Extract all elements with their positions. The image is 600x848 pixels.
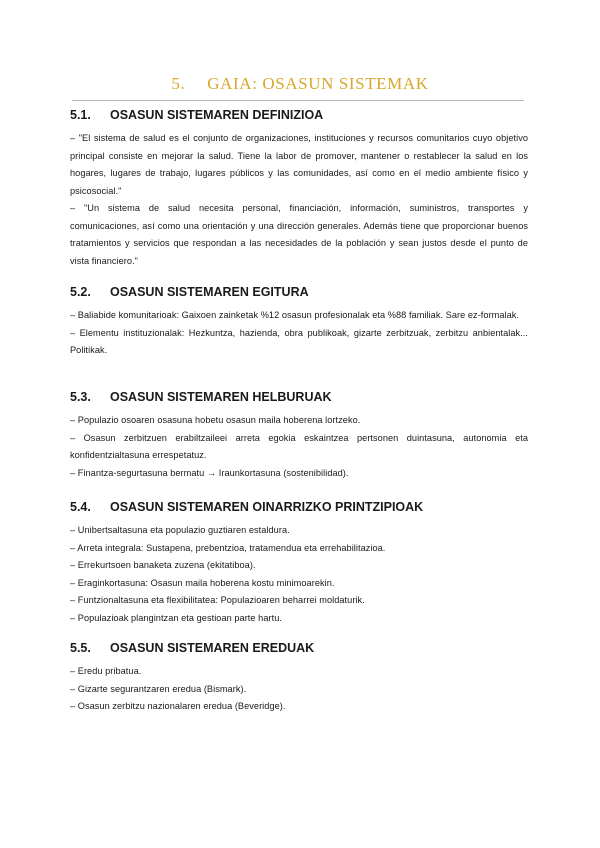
paragraph: – Unibertsaltasuna eta populazio guztiaren estaldura. — [70, 525, 290, 535]
paragraph: – Populazioak plangintzan eta gestioan parte hartu. — [70, 612, 282, 623]
paragraph: – Osasun zerbitzuen erabiltzaileei arreta egokia eskaintzea pertsonen duintasuna, autonomia eta konfidentzialtasuna errespetatuz. — [70, 432, 528, 460]
paragraph: – Osasun zerbitzu nazionalaren eredua (Beveridge). — [70, 701, 286, 711]
paragraph: – "Un sistema de salud necesita personal, financiación, información, suministros, transportes y comunicaciones, así como una orientación y una dirección generales. Además tiene que proporcionar buenos tratamientos y servicios que respondan a las necesidades de la población y sean justos desde el punto de vista financiero." — [70, 203, 528, 266]
chapter-number: 5. — [171, 74, 186, 93]
chapter-title-text: GAIA: OSASUN SISTEMAK — [207, 74, 429, 93]
section-definizioa — [70, 107, 528, 270]
paragraph: – Eredu pribatua. — [70, 666, 142, 676]
paragraph: – Baliabide komunitarioak: Gaixoen zainketak %12 osasun profesionalak eta %88 familiak. Sare ez-formalak. — [70, 310, 520, 320]
title-divider — [72, 100, 524, 101]
section-ereduak — [70, 640, 528, 716]
section-heading — [70, 284, 528, 301]
section-egitura — [70, 284, 528, 360]
section-helburuak — [70, 389, 528, 482]
paragraph: – "El sistema de salud es el conjunto de organizaciones, instituciones y recursos comunitarios cuyo objetivo principal consiste en mejorar la salud. Tiene la labor de promover, mantener o restablecer la salud en los hogares, lugares de trabajo, lugares públicos y las comunidades, así como en el medio ambiente físico y psicosocial." — [70, 133, 528, 196]
paragraph: – Errekurtsoen banaketa zuzena (ekitatiboa). — [70, 560, 256, 570]
paragraph: – Finantza-segurtasuna bermatu → Iraunkortasuna (sostenibilidad). — [70, 467, 349, 478]
section-number: 5.1. — [70, 108, 91, 122]
paragraph: – Elementu instituzionalak: Hezkuntza, hazienda, obra publikoak, gizarte zerbitzuak, zerbitzu anbientalak... Politikak. — [70, 327, 528, 355]
section-title: OSASUN SISTEMAREN DEFINIZIOA — [110, 108, 324, 122]
section-heading — [70, 499, 528, 516]
paragraph: – Eraginkortasuna: Osasun maila hoberena kostu minimoarekin. — [70, 577, 335, 588]
section-title: OSASUN SISTEMAREN OINARRIZKO PRINTZIPIOAK — [110, 500, 424, 514]
section-number: 5.2. — [70, 285, 91, 299]
paragraph: – Funtzionaltasuna eta flexibilitatea: Populazioaren beharrei moldaturik. — [70, 595, 365, 605]
section-title: OSASUN SISTEMAREN EREDUAK — [110, 641, 315, 655]
section-heading — [70, 107, 528, 124]
chapter-title — [72, 74, 528, 94]
section-number: 5.5. — [70, 641, 91, 655]
section-number: 5.3. — [70, 390, 91, 404]
section-printzipioak — [70, 499, 528, 627]
section-title: OSASUN SISTEMAREN HELBURUAK — [110, 390, 332, 404]
paragraph: – Arreta integrala: Sustapena, prebentzioa, tratamendua eta errehabilitazioa. — [70, 542, 386, 553]
section-number: 5.4. — [70, 500, 91, 514]
section-title: OSASUN SISTEMAREN EGITURA — [110, 285, 309, 299]
paragraph: – Gizarte segurantzaren eredua (Bismark). — [70, 683, 247, 694]
section-heading — [70, 640, 528, 657]
section-heading — [70, 389, 528, 406]
paragraph: – Populazio osoaren osasuna hobetu osasun maila hoberena lortzeko. — [70, 415, 361, 425]
